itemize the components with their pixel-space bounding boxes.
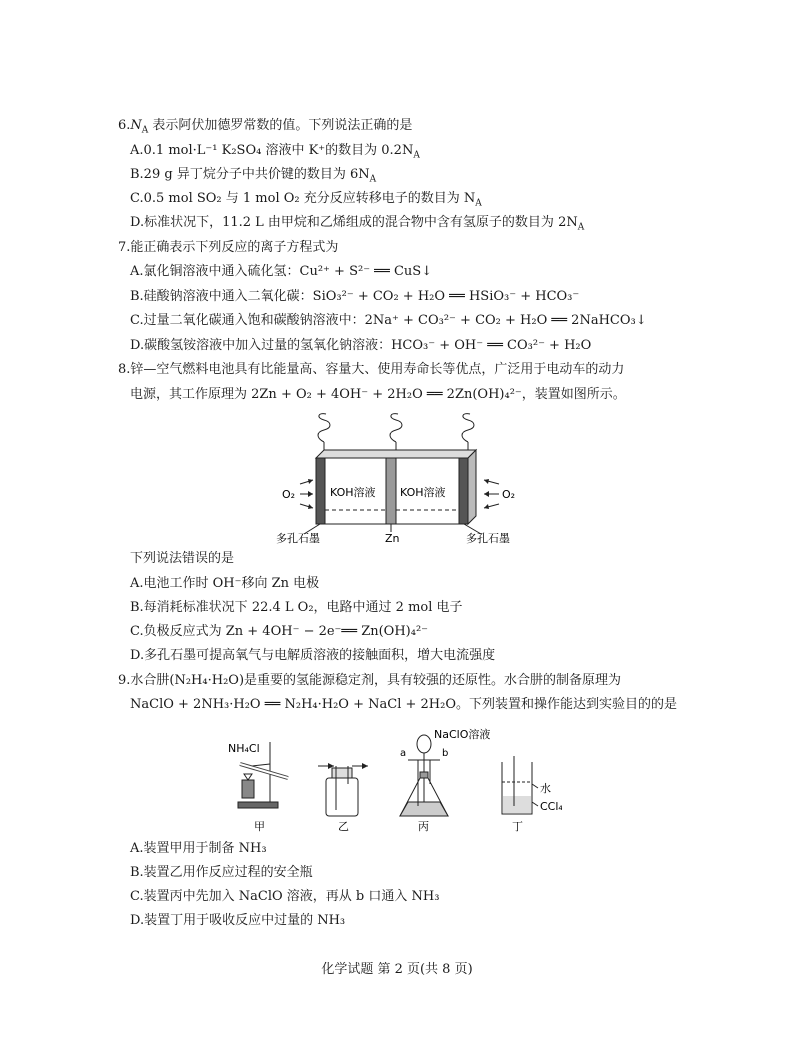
q8-ask: 下列说法错误的是 xyxy=(130,551,235,566)
lab-apparatus-figure xyxy=(222,722,562,834)
o2-left-label: O₂ xyxy=(282,488,296,501)
o2-right-label: O₂ xyxy=(502,488,516,501)
q8-option-a: A.电池工作时 OH⁻移向 Zn 电极 xyxy=(130,576,320,591)
apparatus-jia-label: 甲 xyxy=(254,820,265,833)
apparatus-bing-label: 丙 xyxy=(418,820,429,833)
koh-left-label: KOH溶液 xyxy=(330,486,376,499)
zn-electrode-label: Zn xyxy=(385,532,400,544)
q7-option-c: C.过量二氧化碳通入饱和碳酸钠溶液中：2Na⁺ + CO₃²⁻ + CO₂ + H₂O ══ 2NaHCO₃↓ xyxy=(130,313,647,328)
naclo-solution-label: NaClO溶液 xyxy=(434,728,491,741)
apparatus-yi-label: 乙 xyxy=(338,820,349,833)
ccl4-label: CCl₄ xyxy=(540,800,562,813)
q8-stem-line1: 8.锌—空气燃料电池具有比能量高、容量大、使用寿命长等优点，广泛用于电动车的动力 xyxy=(118,362,625,377)
zinc-air-battery-figure xyxy=(276,410,526,544)
q6-option-b: B.29 g 异丁烷分子中共价键的数目为 $6N_A$ xyxy=(130,167,377,185)
q6-option-d: D.标准状况下，11.2 L 由甲烷和乙烯组成的混合物中含有氢原子的数目为 $2N_A$ xyxy=(130,215,585,233)
q6-stem: $6.N_A$ 表示阿伏加德罗常数的值。下列说法正确的是 xyxy=(118,118,413,136)
q7-option-d: D.碳酸氢铵溶液中加入过量的氢氧化钠溶液：HCO₃⁻ + OH⁻ ══ CO₃²⁻ + H₂O xyxy=(130,338,592,353)
q8-option-c: C.负极反应式为 Zn + 4OH⁻ − 2e⁻══ Zn(OH)₄²⁻ xyxy=(130,624,429,639)
port-b-label: b xyxy=(442,748,449,759)
q7-option-b: B.硅酸钠溶液中通入二氧化碳：SiO₃²⁻ + CO₂ + H₂O ══ HSiO₃⁻ + HCO₃⁻ xyxy=(130,289,580,304)
q6-option-c: C.0.5 mol SO₂ 与 1 mol O₂ 充分反应转移电子的数目为 $N_A$ xyxy=(130,191,482,209)
q9-option-b: B.装置乙用作反应过程的安全瓶 xyxy=(130,865,313,880)
q8-stem-line2: 电源，其工作原理为 2Zn + O₂ + 4OH⁻ + 2H₂O ══ 2Zn(OH)₄²⁻，装置如图所示。 xyxy=(130,387,626,402)
porous-graphite-left-label: 多孔石墨 xyxy=(276,532,320,544)
water-label: 水 xyxy=(540,782,551,795)
q7-option-a: A.氯化铜溶液中通入硫化氢：Cu²⁺ + S²⁻ ══ CuS↓ xyxy=(130,264,433,279)
q9-stem-line2: NaClO + 2NH₃·H₂O ══ N₂H₄·H₂O + NaCl + 2H₂O。下列装置和操作能达到实验目的的是 xyxy=(130,697,677,712)
page-footer: 化学试题 第 2 页(共 8 页) xyxy=(321,962,473,977)
q9-option-a: A.装置甲用于制备 NH₃ xyxy=(130,841,267,856)
koh-right-label: KOH溶液 xyxy=(400,486,446,499)
q9-stem-line1: 9.水合肼(N₂H₄·H₂O)是重要的氢能源稳定剂，具有较强的还原性。水合肼的制备原理为 xyxy=(118,673,622,688)
q8-option-b: B.每消耗标准状况下 22.4 L O₂，电路中通过 2 mol 电子 xyxy=(130,600,463,615)
q7-stem: 7.能正确表示下列反应的离子方程式为 xyxy=(118,240,339,255)
apparatus-ding-label: 丁 xyxy=(512,820,523,833)
q8-option-d: D.多孔石墨可提高氧气与电解质溶液的接触面积，增大电流强度 xyxy=(130,648,496,663)
q9-option-c: C.装置丙中先加入 NaClO 溶液，再从 b 口通入 NH₃ xyxy=(130,889,440,904)
q9-option-d: D.装置丁用于吸收反应中过量的 NH₃ xyxy=(130,913,346,928)
nh4cl-label: NH₄Cl xyxy=(228,742,260,755)
q6-option-a: A.0.1 mol·L⁻¹ K₂SO₄ 溶液中 K⁺的数目为 $0.2N_A$ xyxy=(130,143,420,161)
port-a-label: a xyxy=(400,748,407,759)
porous-graphite-right-label: 多孔石墨 xyxy=(466,532,510,544)
